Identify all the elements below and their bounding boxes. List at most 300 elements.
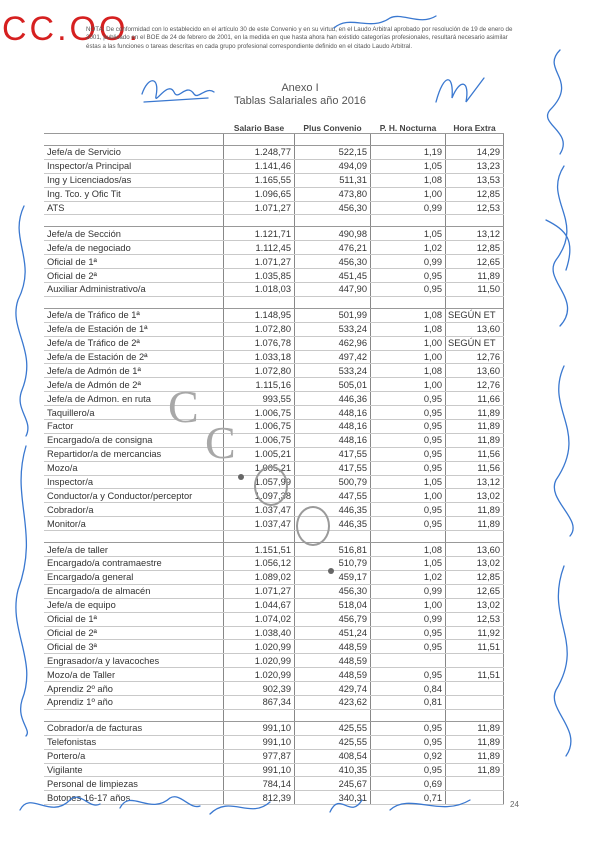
plus-cell: 476,21 <box>295 241 371 255</box>
plus-cell: 447,55 <box>295 489 371 503</box>
plus-cell: 425,55 <box>295 721 371 735</box>
table-row <box>44 721 504 735</box>
group-separator <box>44 215 504 227</box>
plus-cell: 456,30 <box>295 584 371 598</box>
extra-cell: 11,56 <box>446 461 504 475</box>
noct-cell: 0,95 <box>371 668 446 682</box>
table-row <box>44 173 504 187</box>
base-cell: 991,10 <box>224 763 295 777</box>
extra-cell: 13,60 <box>446 543 504 557</box>
table-row <box>44 763 504 777</box>
base-cell: 977,87 <box>224 749 295 763</box>
table-row <box>44 406 504 420</box>
separator-cell <box>446 134 504 146</box>
base-cell: 1.020,99 <box>224 654 295 668</box>
table-row <box>44 682 504 696</box>
signature-right-2 <box>536 160 592 330</box>
category-cell: Ing. Tco. y Ofic Tit <box>44 187 224 201</box>
table-row <box>44 241 504 255</box>
base-cell: 1.056,12 <box>224 557 295 571</box>
separator-cell <box>44 215 224 227</box>
extra-cell: 12,53 <box>446 201 504 215</box>
legal-note: NOTA: De conformidad con lo establecido en el artículo 30 de este Convenio y en su virtud, en el Laudo Arbitral aprobado por resolución de 19 de enero de 2001, publicado en el BOE de 24 de febrero de 2001, en la medida en que hasta ahora han existido categorías profesionales, resultará necesario asimilar éstas a las funciones o tareas descritas en cada grupo profesional correspondiente definido en el citado Laudo Arbitral. <box>86 26 513 50</box>
plus-cell: 494,09 <box>295 159 371 173</box>
plus-cell: 417,55 <box>295 447 371 461</box>
plus-cell: 408,54 <box>295 749 371 763</box>
noct-cell: 1,05 <box>371 475 446 489</box>
plus-cell: 446,35 <box>295 503 371 517</box>
plus-cell: 446,36 <box>295 392 371 406</box>
noct-cell: 1,08 <box>371 308 446 322</box>
signature-bottom-row <box>10 780 570 830</box>
extra-cell: 11,89 <box>446 517 504 531</box>
category-cell: Oficial de 1ª <box>44 255 224 269</box>
table-row <box>44 255 504 269</box>
category-cell: Jefe/a de negociado <box>44 241 224 255</box>
base-cell: 1.097,38 <box>224 489 295 503</box>
plus-cell: 448,59 <box>295 668 371 682</box>
separator-cell <box>371 709 446 721</box>
category-cell: Cobrador/a de facturas <box>44 721 224 735</box>
extra-cell: 11,89 <box>446 721 504 735</box>
table-row <box>44 187 504 201</box>
header-plus-convenio: Plus Convenio <box>295 122 371 134</box>
extra-cell: 13,12 <box>446 475 504 489</box>
table-row <box>44 283 504 297</box>
noct-cell: 1,19 <box>371 146 446 160</box>
category-cell: Monitor/a <box>44 517 224 531</box>
plus-cell: 448,59 <box>295 640 371 654</box>
noct-cell: 1,00 <box>371 489 446 503</box>
extra-cell: 11,50 <box>446 283 504 297</box>
table-row <box>44 308 504 322</box>
base-cell: 1.035,85 <box>224 269 295 283</box>
extra-cell: 11,89 <box>446 749 504 763</box>
noct-cell: 0,92 <box>371 749 446 763</box>
page-number: 24 <box>510 800 519 809</box>
category-cell: Portero/a <box>44 749 224 763</box>
noct-cell: 0,95 <box>371 269 446 283</box>
plus-cell: 423,62 <box>295 695 371 709</box>
noct-cell: 0,95 <box>371 283 446 297</box>
noct-cell: 1,00 <box>371 336 446 350</box>
noct-cell: 0,95 <box>371 433 446 447</box>
category-cell: Encargado/a general <box>44 570 224 584</box>
separator-cell <box>295 134 371 146</box>
base-cell: 1.033,18 <box>224 350 295 364</box>
page-title: Anexo I <box>281 82 319 94</box>
base-cell: 1.005,21 <box>224 461 295 475</box>
category-cell: Oficial de 2ª <box>44 626 224 640</box>
category-cell: Oficial de 2ª <box>44 269 224 283</box>
extra-cell: 11,66 <box>446 392 504 406</box>
extra-cell: 11,51 <box>446 668 504 682</box>
signature-right-4 <box>538 560 592 760</box>
category-cell: Mozo/a <box>44 461 224 475</box>
separator-cell <box>295 709 371 721</box>
extra-cell: 11,89 <box>446 735 504 749</box>
table-header-row <box>44 122 504 134</box>
category-cell: Aprendiz 2º año <box>44 682 224 696</box>
plus-cell: 516,81 <box>295 543 371 557</box>
base-cell: 1.248,77 <box>224 146 295 160</box>
plus-cell: 451,24 <box>295 626 371 640</box>
base-cell: 1.115,16 <box>224 378 295 392</box>
separator-cell <box>371 531 446 543</box>
plus-cell: 417,55 <box>295 461 371 475</box>
table-row <box>44 543 504 557</box>
extra-cell: SEGÚN ET <box>446 336 504 350</box>
group-separator <box>44 709 504 721</box>
plus-cell: 510,79 <box>295 557 371 571</box>
table-row <box>44 640 504 654</box>
extra-cell: 13,23 <box>446 159 504 173</box>
table-row <box>44 584 504 598</box>
signature-left-1 <box>4 200 44 440</box>
base-cell: 1.151,51 <box>224 543 295 557</box>
table-row <box>44 392 504 406</box>
category-cell: Jefe/a de equipo <box>44 598 224 612</box>
noct-cell: 0,99 <box>371 612 446 626</box>
table-row <box>44 749 504 763</box>
plus-cell: 505,01 <box>295 378 371 392</box>
signature-left-2 <box>4 440 44 740</box>
extra-cell: 14,29 <box>446 146 504 160</box>
noct-cell: 0,95 <box>371 461 446 475</box>
category-cell: Jefe/a de Tráfico de 2ª <box>44 336 224 350</box>
noct-cell: 0,95 <box>371 392 446 406</box>
table-row <box>44 378 504 392</box>
base-cell: 1.038,40 <box>224 626 295 640</box>
extra-cell <box>446 695 504 709</box>
noct-cell: 1,00 <box>371 598 446 612</box>
signature-right-1 <box>530 40 590 160</box>
plus-cell: 451,45 <box>295 269 371 283</box>
header-hora-extra: Hora Extra <box>446 122 504 134</box>
plus-cell: 511,31 <box>295 173 371 187</box>
noct-cell: 0,99 <box>371 584 446 598</box>
noct-cell: 1,00 <box>371 378 446 392</box>
header-category <box>44 122 224 134</box>
base-cell: 1.072,80 <box>224 322 295 336</box>
base-cell: 1.005,21 <box>224 447 295 461</box>
base-cell: 991,10 <box>224 721 295 735</box>
plus-cell: 518,04 <box>295 598 371 612</box>
plus-cell: 425,55 <box>295 735 371 749</box>
noct-cell: 0,99 <box>371 201 446 215</box>
category-cell: Jefe/a de Estación de 2ª <box>44 350 224 364</box>
extra-cell <box>446 654 504 668</box>
plus-cell: 448,16 <box>295 406 371 420</box>
table-row <box>44 654 504 668</box>
signature-top-middle <box>330 8 440 38</box>
separator-cell <box>44 296 224 308</box>
separator-cell <box>446 709 504 721</box>
category-cell: Aprendiz 1º año <box>44 695 224 709</box>
extra-cell: 13,12 <box>446 227 504 241</box>
plus-cell: 429,74 <box>295 682 371 696</box>
category-cell: Encargado/a de almacén <box>44 584 224 598</box>
base-cell: 1.071,27 <box>224 584 295 598</box>
category-cell: Jefe/a de taller <box>44 543 224 557</box>
group-separator <box>44 531 504 543</box>
stamp-c2-mark: C <box>205 417 236 468</box>
base-cell: 1.057,99 <box>224 475 295 489</box>
category-cell: Auxiliar Administrativo/a <box>44 283 224 297</box>
category-cell: Personal de limpiezas <box>44 777 224 791</box>
separator-cell <box>224 134 295 146</box>
plus-cell: 459,17 <box>295 570 371 584</box>
noct-cell: 0,81 <box>371 695 446 709</box>
table-row <box>44 336 504 350</box>
separator-cell <box>371 215 446 227</box>
plus-cell: 522,15 <box>295 146 371 160</box>
base-cell: 1.089,02 <box>224 570 295 584</box>
noct-cell: 1,05 <box>371 159 446 173</box>
noct-cell <box>371 654 446 668</box>
base-cell: 991,10 <box>224 735 295 749</box>
noct-cell: 0,69 <box>371 777 446 791</box>
table-row <box>44 735 504 749</box>
header-ph-nocturna: P. H. Nocturna <box>371 122 446 134</box>
stamp-o1-mark <box>254 466 288 506</box>
table-row <box>44 227 504 241</box>
category-cell: Oficial de 3ª <box>44 640 224 654</box>
noct-cell: 0,95 <box>371 735 446 749</box>
noct-cell: 1,00 <box>371 350 446 364</box>
plus-cell: 446,35 <box>295 517 371 531</box>
noct-cell: 0,71 <box>371 791 446 805</box>
category-cell: Jefe/a de Admon. en ruta <box>44 392 224 406</box>
plus-cell: 500,79 <box>295 475 371 489</box>
category-cell: Oficial de 1ª <box>44 612 224 626</box>
base-cell: 1.148,95 <box>224 308 295 322</box>
plus-cell: 473,80 <box>295 187 371 201</box>
table-row <box>44 201 504 215</box>
category-cell: Jefe/a de Admón de 2ª <box>44 378 224 392</box>
table-row <box>44 598 504 612</box>
plus-cell: 245,67 <box>295 777 371 791</box>
category-cell: Jefe/a de Tráfico de 1ª <box>44 308 224 322</box>
plus-cell: 456,79 <box>295 612 371 626</box>
category-cell: Repartidor/a de mercancias <box>44 447 224 461</box>
plus-cell: 462,96 <box>295 336 371 350</box>
base-cell: 812,39 <box>224 791 295 805</box>
extra-cell: 11,89 <box>446 420 504 434</box>
category-cell: Encargado/a de consigna <box>44 433 224 447</box>
base-cell: 784,14 <box>224 777 295 791</box>
base-cell: 1.071,27 <box>224 255 295 269</box>
separator-cell <box>224 531 295 543</box>
extra-cell <box>446 682 504 696</box>
base-cell: 1.165,55 <box>224 173 295 187</box>
stamp-c1-mark: C <box>168 381 199 432</box>
extra-cell: 13,60 <box>446 322 504 336</box>
category-cell: Inspector/a <box>44 475 224 489</box>
extra-cell: 12,76 <box>446 350 504 364</box>
extra-cell: 12,85 <box>446 241 504 255</box>
base-cell: 902,39 <box>224 682 295 696</box>
base-cell: 1.121,71 <box>224 227 295 241</box>
category-cell: Encargado/a contramaestre <box>44 557 224 571</box>
category-cell: Ing y Licenciados/as <box>44 173 224 187</box>
group-separator <box>44 134 504 146</box>
plus-cell: 490,98 <box>295 227 371 241</box>
category-cell: Botones 16-17 años <box>44 791 224 805</box>
separator-cell <box>224 709 295 721</box>
noct-cell: 1,00 <box>371 187 446 201</box>
separator-cell <box>446 531 504 543</box>
extra-cell: 11,89 <box>446 406 504 420</box>
separator-cell <box>446 296 504 308</box>
noct-cell: 0,95 <box>371 721 446 735</box>
extra-cell: 11,89 <box>446 503 504 517</box>
noct-cell: 0,95 <box>371 503 446 517</box>
group-separator <box>44 296 504 308</box>
category-cell: Jefe/a de Estación de 1ª <box>44 322 224 336</box>
plus-cell: 448,16 <box>295 433 371 447</box>
noct-cell: 1,08 <box>371 322 446 336</box>
base-cell: 1.006,75 <box>224 420 295 434</box>
extra-cell: 11,92 <box>446 626 504 640</box>
table-row <box>44 557 504 571</box>
noct-cell: 0,95 <box>371 447 446 461</box>
table-row <box>44 517 504 531</box>
base-cell: 1.044,67 <box>224 598 295 612</box>
stamp-dot2-mark <box>328 568 334 574</box>
extra-cell: 11,89 <box>446 269 504 283</box>
table-row <box>44 350 504 364</box>
extra-cell: 11,56 <box>446 447 504 461</box>
table-row <box>44 570 504 584</box>
base-cell: 1.074,02 <box>224 612 295 626</box>
table-row <box>44 159 504 173</box>
noct-cell: 1,08 <box>371 173 446 187</box>
noct-cell: 1,02 <box>371 570 446 584</box>
category-cell: Jefe/a de Servicio <box>44 146 224 160</box>
noct-cell: 0,95 <box>371 763 446 777</box>
table-row <box>44 269 504 283</box>
plus-cell: 448,16 <box>295 420 371 434</box>
extra-cell: 13,60 <box>446 364 504 378</box>
extra-cell: SEGÚN ET <box>446 308 504 322</box>
extra-cell: 13,53 <box>446 173 504 187</box>
separator-cell <box>371 134 446 146</box>
table-row <box>44 612 504 626</box>
base-cell: 1.020,99 <box>224 640 295 654</box>
base-cell: 993,55 <box>224 392 295 406</box>
noct-cell: 0,95 <box>371 517 446 531</box>
extra-cell: 12,85 <box>446 187 504 201</box>
noct-cell: 1,05 <box>371 227 446 241</box>
stamp-o2-mark <box>296 506 330 546</box>
separator-cell <box>371 296 446 308</box>
signature-top-right <box>430 68 490 108</box>
base-cell: 1.006,75 <box>224 433 295 447</box>
separator-cell <box>446 215 504 227</box>
base-cell: 1.006,75 <box>224 406 295 420</box>
extra-cell: 11,89 <box>446 433 504 447</box>
table-row <box>44 695 504 709</box>
page-subtitle: Tablas Salariales año 2016 <box>233 95 367 107</box>
noct-cell: 1,08 <box>371 364 446 378</box>
extra-cell: 11,51 <box>446 640 504 654</box>
extra-cell: 13,02 <box>446 557 504 571</box>
base-cell: 1.071,27 <box>224 201 295 215</box>
signature-right-3 <box>540 360 594 540</box>
separator-cell <box>44 709 224 721</box>
plus-cell: 448,59 <box>295 654 371 668</box>
extra-cell: 13,02 <box>446 598 504 612</box>
base-cell: 867,34 <box>224 695 295 709</box>
table-row <box>44 146 504 160</box>
category-cell: Jefe/a de Sección <box>44 227 224 241</box>
base-cell: 1.018,03 <box>224 283 295 297</box>
table-row <box>44 420 504 434</box>
table-row <box>44 626 504 640</box>
noct-cell: 1,02 <box>371 241 446 255</box>
extra-cell: 12,53 <box>446 612 504 626</box>
plus-cell: 456,30 <box>295 255 371 269</box>
salary-table <box>44 122 504 805</box>
category-cell: Jefe/a de Admón de 1ª <box>44 364 224 378</box>
category-cell: Taquillero/a <box>44 406 224 420</box>
table-row <box>44 364 504 378</box>
noct-cell: 0,95 <box>371 626 446 640</box>
union-watermark: CC.OO. <box>2 10 141 48</box>
base-cell: 1.076,78 <box>224 336 295 350</box>
separator-cell <box>295 215 371 227</box>
plus-cell: 533,24 <box>295 364 371 378</box>
base-cell: 1.020,99 <box>224 668 295 682</box>
category-cell: Vigilante <box>44 763 224 777</box>
plus-cell: 340,31 <box>295 791 371 805</box>
table-row <box>44 447 504 461</box>
noct-cell: 0,95 <box>371 420 446 434</box>
noct-cell: 0,99 <box>371 255 446 269</box>
noct-cell: 1,08 <box>371 543 446 557</box>
plus-cell: 533,24 <box>295 322 371 336</box>
table-row <box>44 668 504 682</box>
separator-cell <box>44 531 224 543</box>
category-cell: Inspector/a Principal <box>44 159 224 173</box>
extra-cell: 12,85 <box>446 570 504 584</box>
plus-cell: 410,35 <box>295 763 371 777</box>
plus-cell: 447,90 <box>295 283 371 297</box>
separator-cell <box>224 296 295 308</box>
noct-cell: 0,95 <box>371 640 446 654</box>
extra-cell: 12,65 <box>446 255 504 269</box>
base-cell: 1.141,46 <box>224 159 295 173</box>
separator-cell <box>295 296 371 308</box>
category-cell: Mozo/a de Taller <box>44 668 224 682</box>
noct-cell: 0,84 <box>371 682 446 696</box>
table-row <box>44 433 504 447</box>
base-cell: 1.112,45 <box>224 241 295 255</box>
category-cell: Conductor/a y Conductor/perceptor <box>44 489 224 503</box>
extra-cell: 11,89 <box>446 763 504 777</box>
category-cell: Factor <box>44 420 224 434</box>
plus-cell: 456,30 <box>295 201 371 215</box>
category-cell: Engrasador/a y lavacoches <box>44 654 224 668</box>
base-cell: 1.072,80 <box>224 364 295 378</box>
base-cell: 1.096,65 <box>224 187 295 201</box>
category-cell: Telefonistas <box>44 735 224 749</box>
extra-cell: 13,02 <box>446 489 504 503</box>
table-row <box>44 322 504 336</box>
separator-cell <box>224 215 295 227</box>
base-cell: 1.037,47 <box>224 517 295 531</box>
